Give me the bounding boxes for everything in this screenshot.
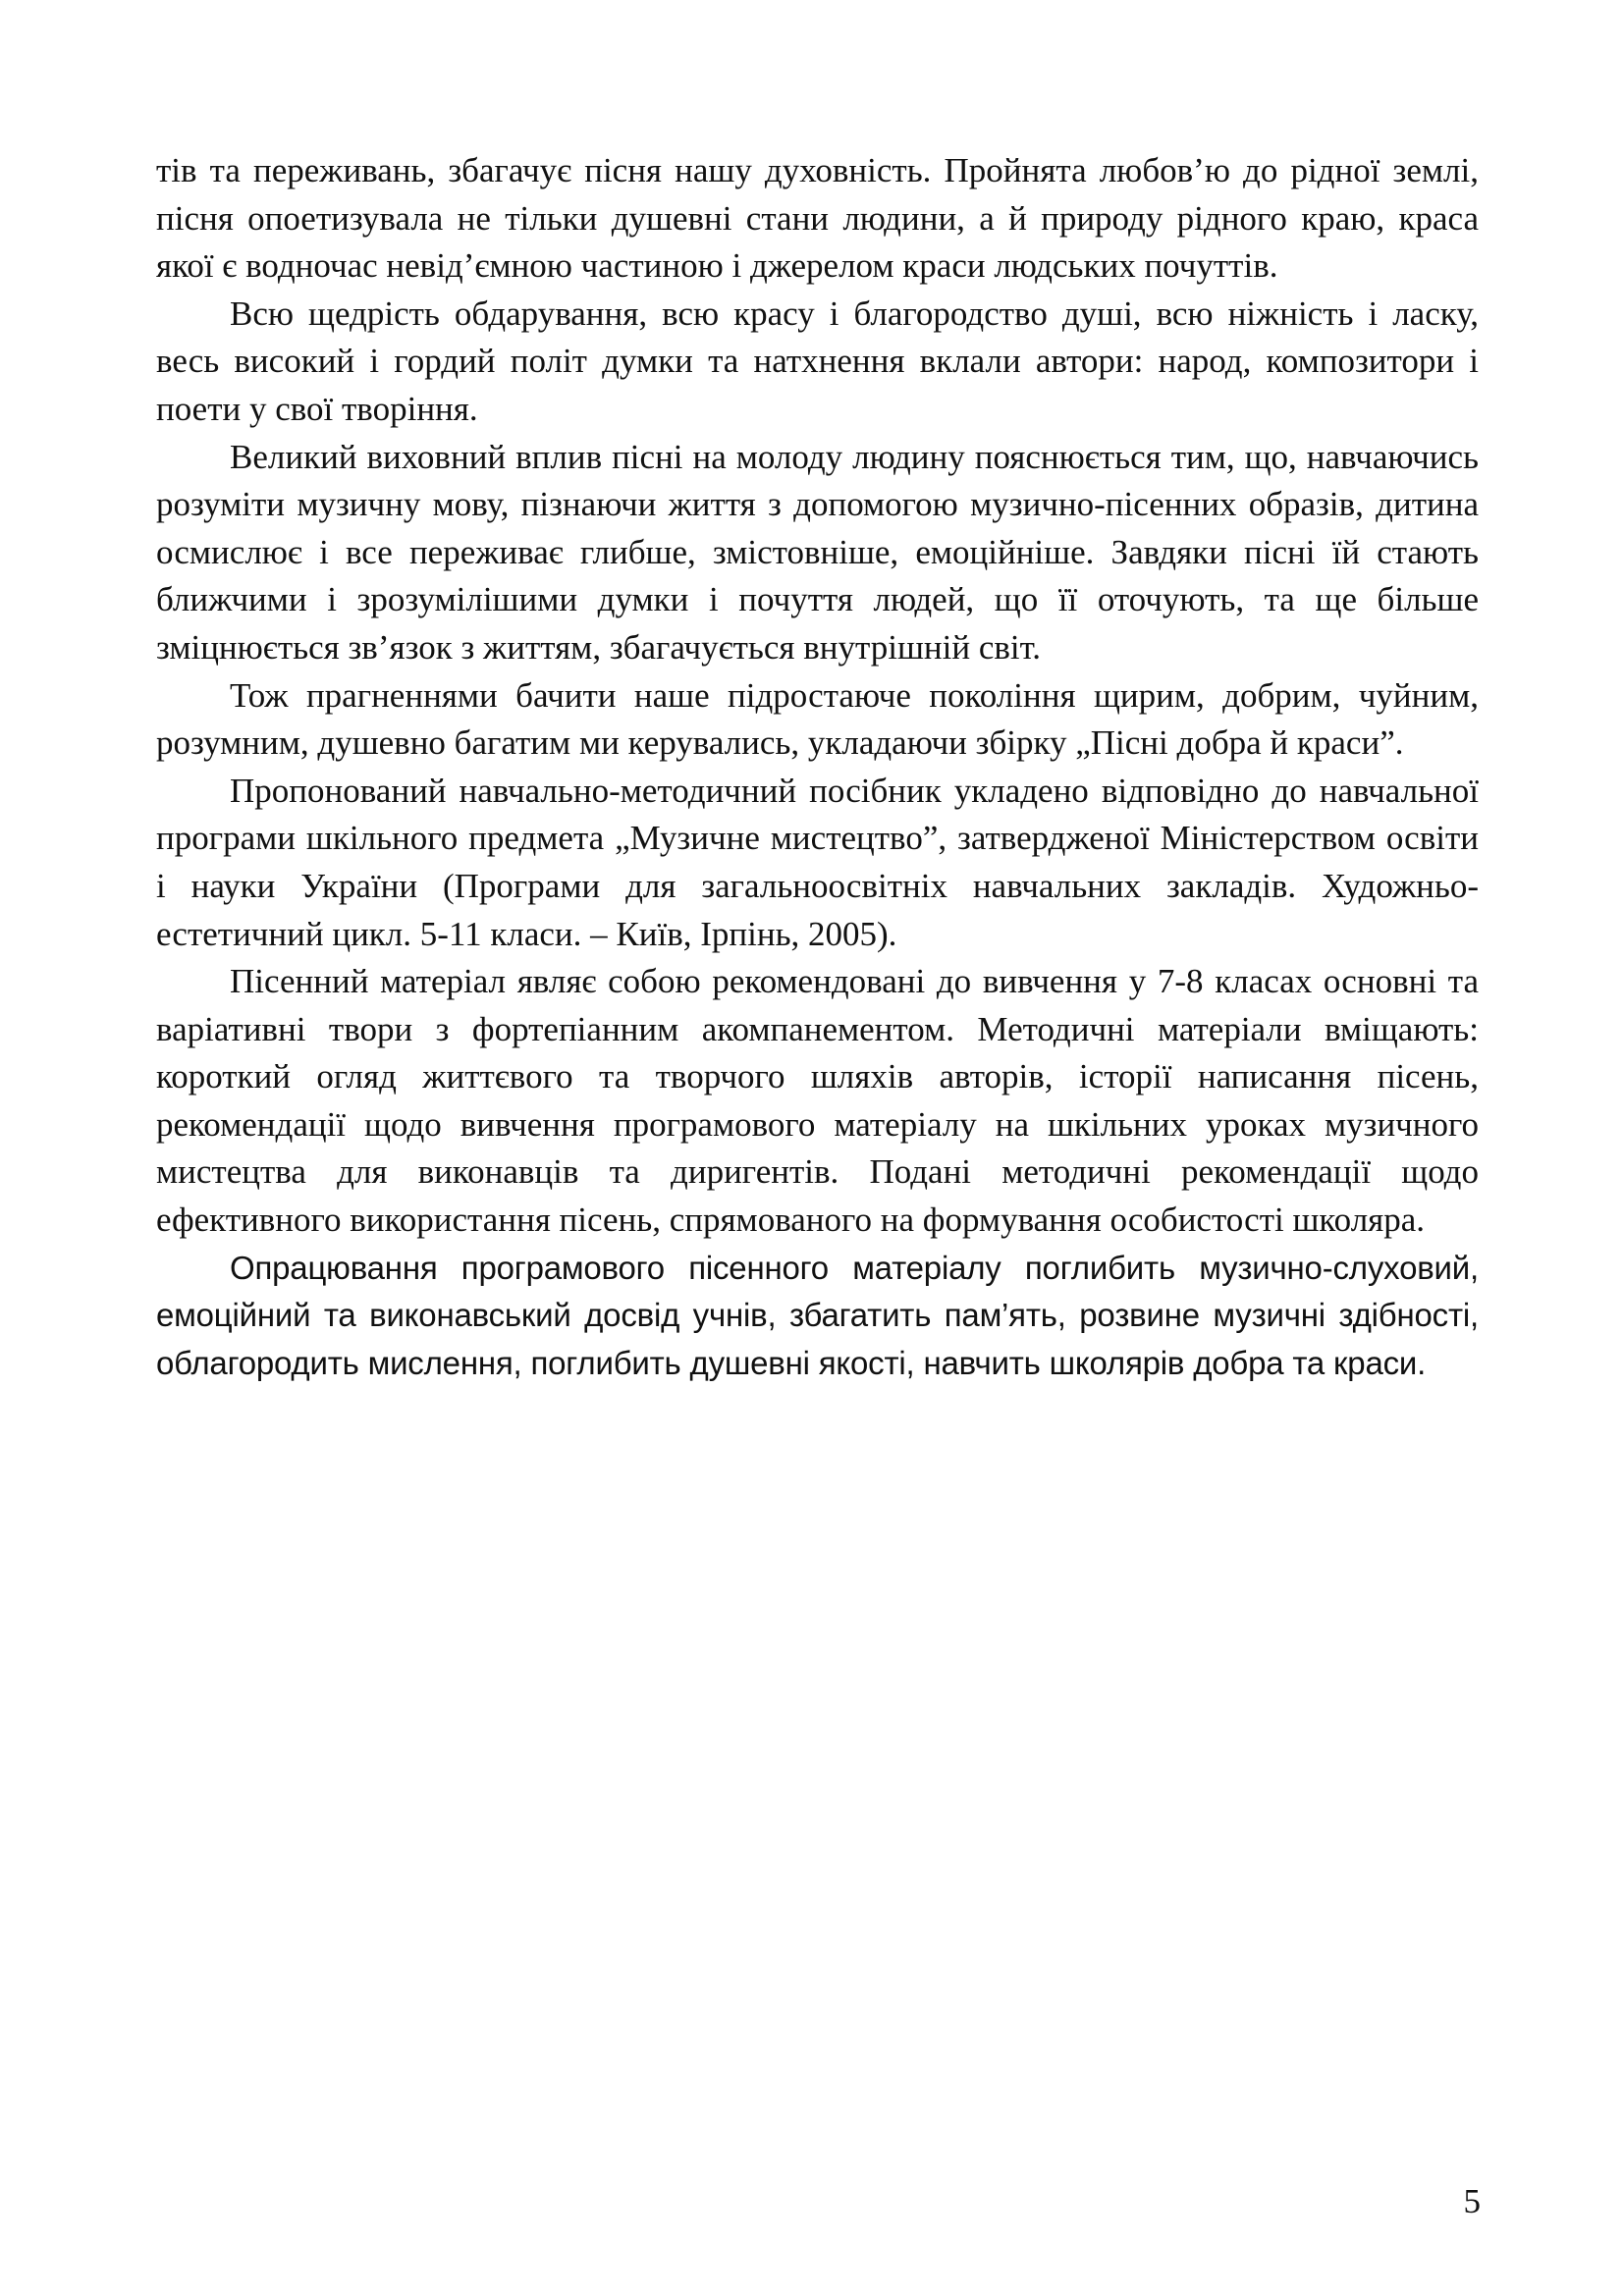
paragraph-6: Пісенний матеріал являє собою рекомендовані до вивчення у 7-8 класах основні та варіативні твори з фортепіанним акомпанементом. Методичні матеріали вміщають: короткий огляд життєвого та творчого шляхів авторів, історії написання пісень, рекомендації щодо вивчення програмового матеріалу на шкільних уроках музичного мистецтва для виконавців та диригентів. Подані методичні рекомендації щодо ефективного використання пісень, спрямованого на формування особистості школяра.: [156, 962, 1479, 1240]
paragraph-2: Всю щедрість обдарування, всю красу і благородство душі, всю ніжність і ласку, весь високий і гордий політ думки та натхнення вклали автори: народ, композитори і поети у свої творіння.: [156, 294, 1479, 428]
document-body: [156, 147, 1479, 1387]
paragraph-3: Великий виховний вплив пісні на молоду людину пояснюється тим, що, навчаючись розуміти музичну мову, пізнаючи життя з допомогою музично-пісенних образів, дитина осмислює і все переживає глибше, змістовніше, емоційніше. Завдяки пісні їй стають ближчими і зрозумілішими думки і почуття людей, що її оточують, та ще більше зміцнюється зв’язок з життям, збагачується внутрішній світ.: [156, 437, 1479, 667]
paragraph-7: Опрацювання програмового пісенного матеріалу поглибить музично-слуховий, емоційний та виконавський досвід учнів, збагатить пам’ять, розвине музичні здібності, облагородить мислення, поглибить душевні якості, навчить школярів добра та краси.: [156, 1249, 1479, 1381]
page-number: 5: [1463, 2182, 1481, 2220]
paragraph-1: тів та переживань, збагачує пісня нашу духовність. Пройнята любов’ю до рідної землі, пісня опоетизувала не тільки душевні стани людини, а й природу рідного краю, краса якої є водночас невід’ємною частиною і джерелом краси людських почуттів.: [156, 151, 1479, 286]
paragraph-4: Тож прагненнями бачити наше підростаюче покоління щирим, добрим, чуйним, розумним, душевно багатим ми керувались, укладаючи збірку „Пісні добра й краси”.: [156, 675, 1479, 763]
paragraph-5: Пропонований навчально-методичний посібник укладено відповідно до навчальної програми шкільного предмета „Музичне мистецтво”, затвердженої Міністерством освіти і науки України (Програми для загальноосвітніх навчальних закладів. Художньо-естетичний цикл. 5-11 класи. – Київ, Ірпінь, 2005).: [156, 771, 1479, 953]
